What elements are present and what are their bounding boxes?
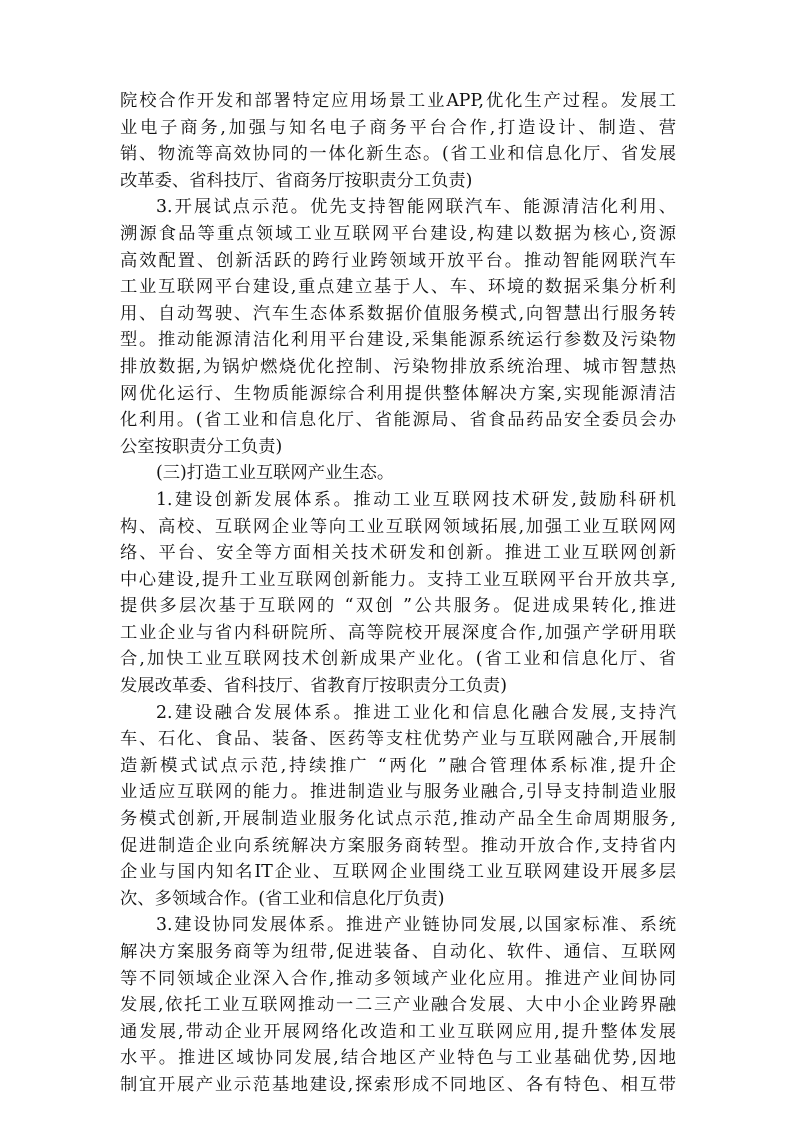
text-line: 促进制造企业向系统解决方案服务商转型。推动开放合作,支持省内: [120, 835, 676, 856]
text-line: 院校合作开发和部署特定应用场景工业APP,优化生产过程。发展工: [120, 91, 676, 111]
text-line: 发展,依托工业互联网推动一二三产业融合发展、大中小企业跨界融: [120, 995, 676, 1016]
text-line: 3.开展试点示范。优先支持智能网联汽车、能源清洁化利用、: [156, 197, 676, 218]
section-heading: (三)打造工业互联网产业生态。: [156, 463, 395, 484]
text-line: 中心建设,提升工业互联网创新能力。支持工业互联网平台开放共享,: [120, 569, 676, 590]
text-line: 次、多领域合作。(省工业和信息化厅负责): [120, 888, 445, 909]
text-line: 制宜开展产业示范基地建设,探索形成不同地区、各有特色、相互带: [120, 1074, 676, 1095]
text-line: 用、自动驾驶、汽车生态体系数据价值服务模式,向智慧出行服务转: [120, 303, 676, 324]
text-line: 型。推动能源清洁化利用平台建设,采集能源系统运行参数及污染物: [120, 330, 676, 351]
text-line: 高效配置、创新活跃的跨行业跨领域开放平台。推动智能网联汽车: [120, 250, 676, 271]
text-line: 造新模式试点示范,持续推广 “两化 ”融合管理体系标准,提升企: [120, 755, 676, 776]
text-line: 网优化运行、生物质能源综合利用提供整体解决方案,实现能源清洁: [120, 383, 676, 404]
document-body: [120, 88, 676, 1099]
text-line: 提供多层次基于互联网的 “双创 ”公共服务。促进成果转化,推进: [120, 596, 676, 617]
text-line: 公室按职责分工负责): [120, 436, 283, 457]
text-line: 溯源食品等重点领域工业互联网平台建设,构建以数据为核心,资源: [120, 223, 676, 244]
text-line: 销、物流等高效协同的一体化新生态。(省工业和信息化厅、省发展: [120, 144, 676, 165]
text-line: 2.建设融合发展体系。推进工业化和信息化融合发展,支持汽: [156, 702, 676, 723]
text-line: 通发展,带动企业开展网络化改造和工业互联网应用,提升整体发展: [120, 1021, 676, 1042]
text-line: 络、平台、安全等方面相关技术研发和创新。推进工业互联网创新: [120, 543, 676, 564]
text-line: 构、高校、互联网企业等向工业互联网领域拓展,加强工业互联网网: [120, 516, 676, 537]
text-line: 工业互联网平台建设,重点建立基于人、车、环境的数据采集分析利: [120, 277, 676, 298]
text-line: 排放数据,为锅炉燃烧优化控制、污染物排放系统治理、城市智慧热: [120, 356, 676, 377]
text-line: 车、石化、食品、装备、医药等支柱优势产业与互联网融合,开展制: [120, 729, 676, 750]
text-line: 业电子商务,加强与知名电子商务平台合作,打造设计、制造、营: [120, 117, 676, 138]
text-line: 化利用。(省工业和信息化厅、省能源局、省食品药品安全委员会办: [120, 410, 676, 431]
text-line: 务模式创新,开展制造业服务化试点示范,推动产品全生命周期服务,: [120, 809, 676, 830]
text-line: 业适应互联网的能力。推进制造业与服务业融合,引导支持制造业服: [120, 782, 676, 803]
text-line: 改革委、省科技厅、省商务厅按职责分工负责): [120, 170, 473, 191]
text-line: 1.建设创新发展体系。推动工业互联网技术研发,鼓励科研机: [156, 489, 676, 510]
text-line: 企业与国内知名IT企业、互联网企业围绕工业互联网建设开展多层: [120, 862, 676, 883]
text-line: 发展改革委、省科技厅、省教育厅按职责分工负责): [120, 676, 507, 697]
text-line: 水平。推进区域协同发展,结合地区产业特色与工业基础优势,因地: [120, 1048, 676, 1069]
text-line: 工业企业与省内科研院所、高等院校开展深度合作,加强产学研用联: [120, 622, 676, 643]
text-line: 合,加快工业互联网技术创新成果产业化。(省工业和信息化厅、省: [120, 649, 676, 670]
text-line: 等不同领域企业深入合作,推动多领域产业化应用。推进产业间协同: [120, 968, 676, 989]
text-line: 3.建设协同发展体系。推进产业链协同发展,以国家标准、系统: [156, 915, 676, 936]
text-line: 解决方案服务商等为纽带,促进装备、自动化、软件、通信、互联网: [120, 942, 676, 962]
